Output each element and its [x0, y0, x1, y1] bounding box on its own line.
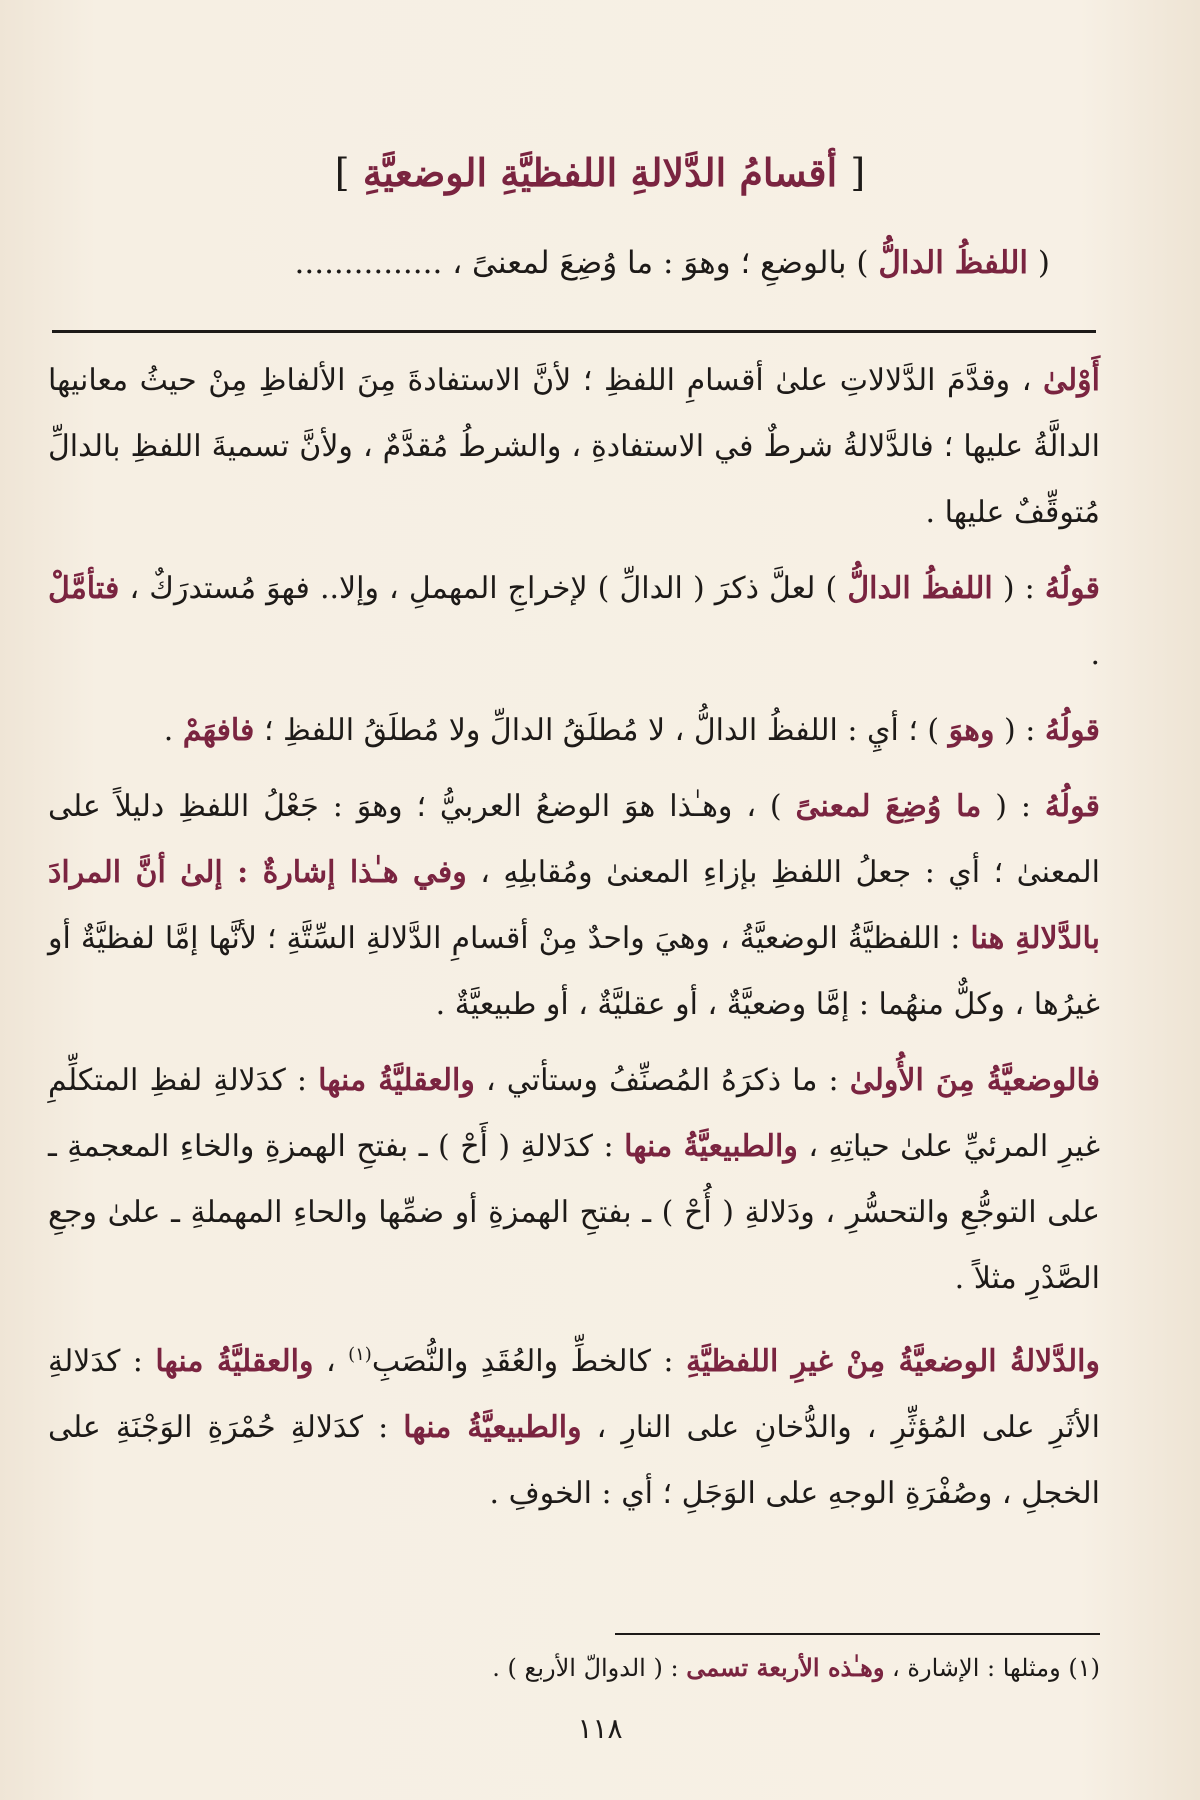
p5-text-1: : ما ذكرَهُ المُصنِّفُ وستأتي ،: [486, 1063, 839, 1098]
paragraph-4: [48, 774, 1100, 1038]
page-number: ١١٨: [577, 1712, 623, 1745]
matn-text: بالوضعِ ؛ وهوَ : ما وُضِعَ لمعنىً ،: [452, 245, 847, 281]
p6-text-1b: ،: [325, 1344, 336, 1379]
p3-text-1: : (: [1004, 713, 1036, 748]
heading-close-bracket: ]: [334, 151, 350, 195]
p4-bold-3: وفي هـٰذا إشارةٌ : إلىٰ أنَّ المرادَ بالدَّلالةِ هنا: [48, 855, 1100, 956]
p6-text-3: : كدَلالةِ حُمْرَةِ الوَجْنَةِ على الخجلِ ، وصُفْرَةِ الوجهِ على الوَجَلِ ؛ أي : الخوفِ .: [48, 1410, 1100, 1511]
p6-bold-2: والعقليَّةُ منها: [155, 1344, 314, 1379]
p6-text-1: : كالخطِّ والعُقَدِ والنُّصَبِ: [371, 1344, 674, 1379]
paragraph-3: [48, 698, 1100, 764]
p2-bold-3: فتأمَّلْ: [48, 571, 120, 606]
p5-bold-2: والعقليَّةُ منها: [318, 1063, 475, 1098]
commentary-body: [48, 348, 1100, 1537]
p6-text-2: : كدَلالةِ الأثَرِ على المُؤثِّرِ ، والدُّخانِ على النارِ ،: [48, 1344, 1100, 1445]
matn-term: اللفظُ الدالُّ: [878, 245, 1029, 281]
p2-text-3: .: [1090, 637, 1100, 672]
p3-text-2: ) ؛ أيِ : اللفظُ الدالُّ ، لا مُطلَقُ الدالِّ ولا مُطلَقُ اللفظِ ؛: [263, 713, 940, 748]
p4-bold-2: ما وُضِعَ لمعنىً: [795, 789, 982, 824]
matn-open-paren: (: [1037, 245, 1050, 281]
p6-bold-3: والطبيعيَّةُ منها: [403, 1410, 582, 1445]
matn-dots: ...............: [294, 245, 443, 281]
paragraph-2: [48, 556, 1100, 688]
matn-close-paren: ): [856, 245, 869, 281]
p5-text-3: : كدَلالةِ ( أَحْ ) ـ بفتحِ الهمزةِ والخاءِ المعجمةِ ـ على التوجُّعِ والتحسُّرِ ، ودَلالةِ ( أُحْ ) ـ بفتحِ الهمزةِ أو ضمِّها والحاءِ المهملةِ ـ علىٰ وجعِ الصَّدْرِ مثلاً .: [48, 1129, 1100, 1296]
footnote-divider: [615, 1633, 1100, 1635]
footnote: [48, 1648, 1100, 1688]
footnote-bold: وهـٰذه الأربعة تسمى: [686, 1653, 885, 1682]
footnote-text-2: : ( الدوالّ الأربع ) .: [492, 1654, 679, 1682]
heading-open-bracket: [: [850, 151, 866, 195]
p2-text-2: ) لعلَّ ذكرَ ( الدالِّ ) لإخراجِ المهملِ ، وإلا.. فهوَ مُستدرَكٌ ،: [129, 571, 838, 606]
footnote-text-1: ومثلها : الإشارة ،: [892, 1654, 1061, 1682]
p5-bold-3: والطبيعيَّةُ منها: [624, 1129, 798, 1164]
p4-text-1: : (: [995, 789, 1031, 824]
paragraph-5: [48, 1048, 1100, 1312]
p4-text-2: ) ، وهـٰذا هوَ الوضعُ العربيُّ ؛ وهوَ : جَعْلُ اللفظِ دليلاً على المعنىٰ ؛ أي : جعلُ اللفظِ بإزاءِ المعنىٰ ومُقابلِهِ ،: [48, 789, 1100, 890]
p4-bold-1: قولُهُ: [1044, 789, 1100, 824]
paragraph-1: [48, 348, 1100, 546]
section-heading: [0, 150, 1200, 195]
matn-line: [60, 235, 1050, 291]
p2-bold-2: اللفظُ الدالُّ: [847, 571, 993, 606]
p2-text-1: : (: [1002, 571, 1035, 606]
p5-bold-1: فالوضعيَّةُ مِنَ الأُولىٰ: [849, 1063, 1100, 1098]
p2-bold-1: قولُهُ: [1044, 571, 1100, 606]
p3-text-3: .: [163, 713, 174, 748]
paragraph-6: [48, 1322, 1100, 1527]
heading-title: أقسامُ الدَّلالةِ اللفظيَّةِ الوضعيَّةِ: [362, 150, 838, 195]
p3-bold-3: فافهَمْ: [182, 713, 255, 748]
p6-bold-1: والدَّلالةُ الوضعيَّةُ مِنْ غيرِ اللفظيَّةِ: [685, 1344, 1100, 1379]
p4-text-3: : اللفظيَّةُ الوضعيَّةُ ، وهيَ واحدٌ مِنْ أقسامِ الدَّلالةِ السِّتَّةِ ؛ لأنَّها إمَّا لفظيَّةٌ أو غيرُها ، وكلٌّ منهُما : إمَّا وضعيَّةٌ ، أو عقليَّةٌ ، أو طبيعيَّةٌ .: [48, 921, 1100, 1022]
p3-bold-2: وهوَ: [948, 713, 995, 748]
footnote-number: (١): [1068, 1654, 1100, 1682]
footnote-ref[interactable]: (١): [348, 1344, 372, 1365]
p5-text-2: : كدَلالةِ لفظِ المتكلِّمِ غيرِ المرئيِّ علىٰ حياتِهِ ،: [48, 1063, 1101, 1164]
matn-divider: [52, 330, 1096, 333]
p1-text-1: ، وقدَّمَ الدَّلالاتِ علىٰ أقسامِ اللفظِ ؛ لأنَّ الاستفادةَ مِنَ الألفاظِ مِنْ حيثُ معانيها الدالَّةُ عليها ؛ فالدَّلالةُ شرطٌ في الاستفادةِ ، والشرطُ مُقدَّمٌ ، ولأنَّ تسميةَ اللفظِ بالدالِّ مُتوقِّفٌ عليها .: [48, 363, 1100, 530]
p3-bold-1: قولُهُ: [1044, 713, 1100, 748]
p1-bold-1: أَوْلىٰ: [1043, 363, 1100, 398]
